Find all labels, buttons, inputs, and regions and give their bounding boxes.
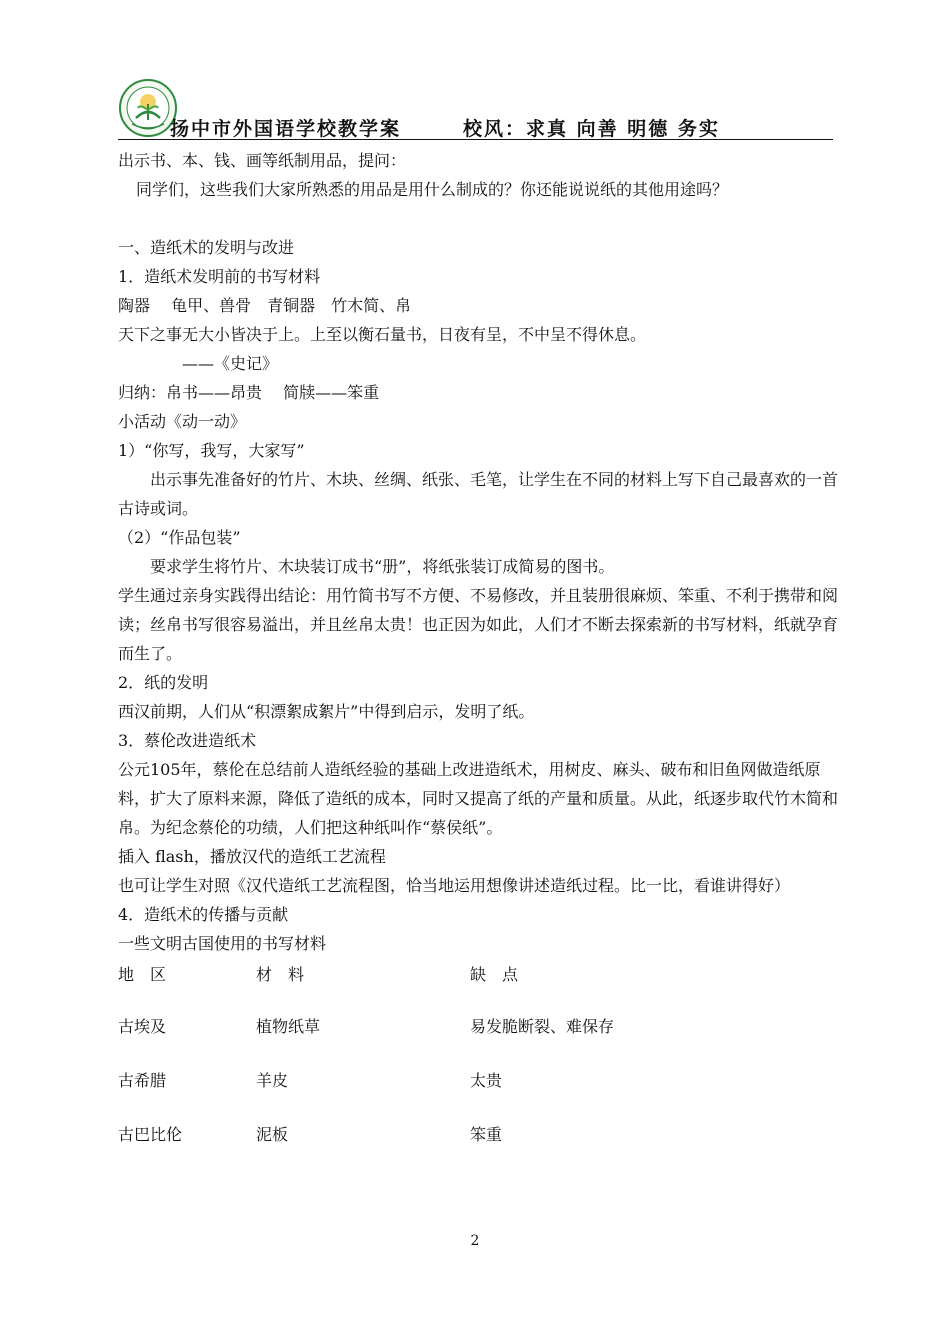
- writing-materials-table: [118, 962, 614, 1176]
- conclusion-paragraph: 学生通过亲身实践得出结论：用竹简书写不方便、不易修改，并且装册很麻烦、笨重、不利于携带和阅读；丝帛书写很容易溢出，并且丝帛太贵！也正因为如此，人们才不断去探索新的书写材料，纸就孕育而生了。: [118, 586, 839, 663]
- table-row: [118, 1014, 614, 1068]
- lesson-content: [118, 146, 838, 1176]
- header-divider: [118, 139, 833, 140]
- intro-line-1: 出示书、本、钱、画等纸制用品，提问：: [118, 151, 407, 170]
- school-logo-icon: [118, 78, 178, 138]
- table-cell: 太贵: [470, 1071, 503, 1090]
- flash-line: 插入 flash，播放汉代的造纸工艺流程: [118, 847, 386, 866]
- column-header-drawback: 缺 点: [470, 965, 519, 984]
- page-header: [118, 78, 833, 140]
- column-header-region: 地 区: [118, 965, 167, 984]
- intro-line-2: 同学们，这些我们大家所熟悉的用品是用什么制成的？你还能说说纸的其他用途吗？: [136, 180, 729, 199]
- blank-line: [118, 204, 838, 233]
- compare-line: 也可让学生对照《汉代造纸工艺流程图，恰当地运用想像讲述造纸过程。比一比，看谁讲得好）: [118, 876, 791, 895]
- subsection-2-text: 西汉前期，人们从“积漂絮成絮片”中得到启示，发明了纸。: [118, 702, 535, 721]
- materials-line: 陶器 龟甲、兽骨 青铜器 竹木简、帛: [118, 296, 412, 315]
- table-cell: 羊皮: [256, 1071, 289, 1090]
- table-cell: 笨重: [470, 1125, 503, 1144]
- school-motto: 校风：求真 向善 明德 务实: [463, 118, 720, 140]
- table-cell: 古巴比伦: [118, 1125, 183, 1144]
- subsection-4-title: 4．造纸术的传播与贡献: [118, 905, 289, 924]
- subsection-3-text: 公元105年，蔡伦在总结前人造纸经验的基础上改进造纸术，用树皮、麻头、破布和旧鱼网做造纸原料，扩大了原料来源，降低了造纸的成本，同时又提高了纸的产量和质量。从此，纸逐步取代竹木简和帛。为纪念蔡伦的功绩，人们把这种纸叫作“蔡侯纸”。: [118, 760, 839, 837]
- table-row: [118, 1068, 614, 1122]
- table-header-row: [118, 962, 614, 1014]
- table-cell: 古埃及: [118, 1017, 167, 1036]
- activity-1-text: 出示事先准备好的竹片、木块、丝绸、纸张、毛笔，让学生在不同的材料上写下自己最喜欢的一首古诗或词。: [118, 470, 839, 518]
- historical-quote: 天下之事无大小皆决于上。上至以衡石量书，日夜有呈，不中呈不得休息。: [118, 325, 647, 344]
- subsection-3-title: 3．蔡伦改进造纸术: [118, 731, 257, 750]
- column-header-material: 材 料: [256, 965, 305, 984]
- activity-title: 小活动《动一动》: [118, 412, 247, 431]
- school-title: 扬中市外国语学校教学案: [170, 118, 402, 140]
- summary-line: 归纳：帛书——昂贵 简牍——笨重: [118, 383, 380, 402]
- table-cell: 易发脆断裂、难保存: [470, 1017, 615, 1036]
- section-1-title: 一、造纸术的发明与改进: [118, 238, 295, 257]
- subsection-2-title: 2．纸的发明: [118, 673, 209, 692]
- table-caption: 一些文明古国使用的书写材料: [118, 934, 327, 953]
- table-cell: 泥板: [256, 1125, 289, 1144]
- table-row: [118, 1122, 614, 1176]
- activity-2-text: 要求学生将竹片、木块装订成书“册”，将纸张装订成简易的图书。: [150, 557, 615, 576]
- table-cell: 古希腊: [118, 1071, 167, 1090]
- quote-source: ——《史记》: [182, 354, 279, 373]
- activity-1-title: 1）“你写，我写，大家写”: [118, 441, 305, 460]
- table-cell: 植物纸草: [256, 1017, 321, 1036]
- activity-2-title: （2）“作品包装”: [118, 528, 241, 547]
- page-number: 2: [470, 1233, 480, 1249]
- subsection-1-title: 1．造纸术发明前的书写材料: [118, 267, 321, 286]
